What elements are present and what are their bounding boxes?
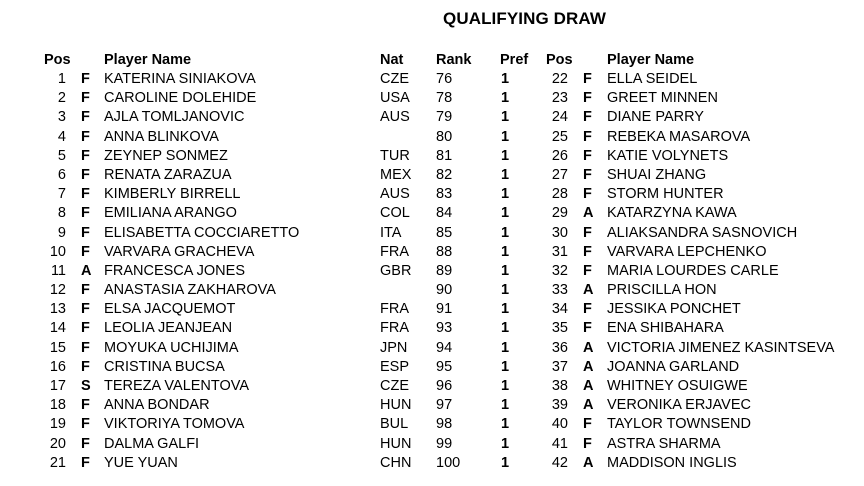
draw-table: [0, 71, 864, 474]
row-position-2: 23: [551, 90, 568, 107]
row-position: 4: [57, 128, 66, 145]
entry-type: S: [81, 378, 91, 394]
ranking: 80: [436, 128, 453, 145]
player-name-2: VERONIKA ERJAVEC: [607, 397, 751, 414]
row-position: 13: [49, 301, 66, 318]
row-position-2: 42: [551, 454, 568, 471]
entry-type-2: F: [583, 109, 592, 126]
row-position-2: 31: [551, 243, 568, 260]
nationality: AUS: [380, 109, 410, 126]
entry-type: F: [81, 339, 90, 356]
preference: 1: [501, 71, 510, 87]
row-position-2: 38: [551, 378, 568, 394]
player-name: VARVARA GRACHEVA: [104, 243, 255, 260]
table-row: [0, 359, 864, 378]
preference: 1: [501, 224, 510, 241]
nationality: FRA: [380, 243, 409, 260]
player-name-2: STORM HUNTER: [607, 186, 724, 203]
row-position: 19: [49, 416, 66, 433]
player-name: DALMA GALFI: [104, 435, 200, 452]
row-position: 9: [57, 224, 66, 241]
nationality: ESP: [380, 358, 410, 375]
entry-type-2: A: [583, 339, 594, 356]
entry-type-2: A: [583, 205, 594, 222]
row-position-2: 34: [551, 301, 568, 318]
player-name-2: JESSIKA PONCHET: [607, 301, 741, 318]
player-name: VIKTORIYA TOMOVA: [104, 416, 245, 433]
row-position: 14: [49, 320, 66, 337]
ranking: 88: [436, 243, 453, 260]
table-row: [0, 455, 864, 474]
table-row: [0, 167, 864, 186]
page-title: QUALIFYING DRAW: [443, 9, 606, 28]
entry-type-2: A: [583, 358, 594, 375]
nationality: CZE: [380, 71, 409, 87]
preference: 1: [501, 186, 510, 203]
entry-type-2: F: [583, 90, 592, 107]
player-name-2: DIANE PARRY: [607, 109, 704, 126]
table-row: [0, 436, 864, 455]
table-row: [0, 90, 864, 109]
player-name: LEOLIA JEANJEAN: [104, 320, 233, 337]
table-row: [0, 340, 864, 359]
ranking: 82: [436, 166, 453, 183]
player-name: ANASTASIA ZAKHAROVA: [104, 282, 276, 299]
player-name: FRANCESCA JONES: [104, 262, 245, 279]
player-name-2: ELLA SEIDEL: [607, 71, 698, 87]
ranking: 84: [436, 205, 453, 222]
row-position-2: 35: [551, 320, 568, 337]
preference: 1: [501, 109, 510, 126]
player-name-2: VARVARA LEPCHENKO: [607, 243, 767, 260]
row-position: 17: [49, 378, 66, 394]
entry-type-2: F: [583, 243, 592, 260]
player-name-2: VICTORIA JIMENEZ KASINTSEVA: [607, 339, 835, 356]
row-position-2: 41: [551, 435, 568, 452]
entry-type: F: [81, 128, 90, 145]
ranking: 79: [436, 109, 453, 126]
nationality: BUL: [380, 416, 409, 433]
player-name-2: ALIAKSANDRA SASNOVICH: [607, 224, 798, 241]
preference: 1: [501, 339, 510, 356]
entry-type: F: [81, 416, 90, 433]
row-position-2: 32: [551, 262, 568, 279]
ranking: 78: [436, 90, 453, 107]
row-position: 6: [57, 166, 66, 183]
nationality: CZE: [380, 378, 409, 394]
preference: 1: [501, 320, 510, 337]
player-name: ZEYNEP SONMEZ: [104, 147, 228, 164]
player-name: EMILIANA ARANGO: [104, 205, 237, 222]
preference: 1: [501, 397, 510, 414]
row-position-2: 39: [551, 397, 568, 414]
entry-type: F: [81, 358, 90, 375]
entry-type: F: [81, 435, 90, 452]
player-name: TEREZA VALENTOVA: [104, 378, 250, 394]
player-name: KIMBERLY BIRRELL: [104, 186, 241, 203]
row-position: 11: [50, 262, 66, 279]
ranking: 95: [436, 358, 453, 375]
table-row: [0, 397, 864, 416]
player-name-2: ASTRA SHARMA: [607, 435, 721, 452]
header-player-name: Player Name: [104, 52, 192, 68]
entry-type: F: [81, 186, 90, 203]
preference: 1: [501, 243, 510, 260]
nationality: FRA: [380, 301, 409, 318]
entry-type-2: F: [583, 128, 592, 145]
row-position: 16: [49, 358, 66, 375]
table-row: [0, 225, 864, 244]
preference: 1: [501, 128, 510, 145]
row-position: 8: [57, 205, 66, 222]
nationality: COL: [380, 205, 410, 222]
entry-type: F: [81, 301, 90, 318]
player-name-2: PRISCILLA HON: [607, 282, 717, 299]
table-row: [0, 378, 864, 397]
player-name: RENATA ZARAZUA: [104, 166, 232, 183]
row-position-2: 37: [551, 358, 568, 375]
player-name: CAROLINE DOLEHIDE: [104, 90, 257, 107]
table-row: [0, 244, 864, 263]
row-position-2: 28: [551, 186, 568, 203]
row-position: 15: [49, 339, 66, 356]
ranking: 94: [436, 339, 453, 356]
nationality: JPN: [380, 339, 408, 356]
preference: 1: [501, 205, 510, 222]
player-name-2: REBEKA MASAROVA: [607, 128, 751, 145]
preference: 1: [501, 378, 510, 394]
entry-type-2: A: [583, 397, 594, 414]
row-position: 10: [49, 243, 66, 260]
player-name-2: GREET MINNEN: [607, 90, 718, 107]
entry-type: A: [81, 262, 92, 279]
entry-type-2: F: [583, 262, 592, 279]
entry-type-2: F: [583, 416, 592, 433]
header-pref: Pref: [500, 52, 529, 68]
table-row: [0, 282, 864, 301]
player-name-2: KATIE VOLYNETS: [607, 147, 729, 164]
preference: 1: [501, 147, 510, 164]
entry-type: F: [81, 224, 90, 241]
nationality: TUR: [380, 147, 410, 164]
row-position-2: 36: [551, 339, 568, 356]
table-row: [0, 71, 864, 90]
row-position-2: 40: [551, 416, 568, 433]
table-row: [0, 129, 864, 148]
player-name: AJLA TOMLJANOVIC: [104, 109, 245, 126]
ranking: 90: [436, 282, 453, 299]
ranking: 85: [436, 224, 453, 241]
player-name-2: ENA SHIBAHARA: [607, 320, 724, 337]
entry-type: F: [81, 397, 90, 414]
table-row: [0, 301, 864, 320]
table-row: [0, 263, 864, 282]
nationality: HUN: [380, 397, 412, 414]
preference: 1: [501, 416, 510, 433]
entry-type-2: F: [583, 71, 592, 87]
entry-type-2: F: [583, 224, 592, 241]
row-position: 18: [49, 397, 66, 414]
player-name: YUE YUAN: [104, 454, 178, 471]
player-name: MOYUKA UCHIJIMA: [104, 339, 239, 356]
header-rank: Rank: [436, 52, 472, 68]
table-row: [0, 186, 864, 205]
row-position: 3: [57, 109, 66, 126]
preference: 1: [501, 358, 510, 375]
nationality: CHN: [380, 454, 412, 471]
nationality: ITA: [380, 224, 402, 241]
player-name-2: KATARZYNA KAWA: [607, 205, 737, 222]
row-position: 5: [57, 147, 66, 164]
preference: 1: [501, 282, 510, 299]
player-name: ANNA BLINKOVA: [104, 128, 219, 145]
header-pos: Pos: [44, 52, 71, 68]
entry-type: F: [81, 282, 90, 299]
nationality: USA: [380, 90, 410, 107]
row-position: 7: [57, 186, 66, 203]
entry-type: F: [81, 90, 90, 107]
preference: 1: [501, 90, 510, 107]
entry-type-2: F: [583, 320, 592, 337]
row-position-2: 30: [551, 224, 568, 241]
nationality: FRA: [380, 320, 409, 337]
row-position: 12: [49, 282, 66, 299]
entry-type: F: [81, 71, 90, 87]
row-position-2: 22: [551, 71, 568, 87]
ranking: 83: [436, 186, 453, 203]
entry-type-2: F: [583, 435, 592, 452]
player-name-2: TAYLOR TOWNSEND: [607, 416, 751, 433]
player-name-2: MADDISON INGLIS: [607, 454, 737, 471]
entry-type: F: [81, 243, 90, 260]
ranking: 93: [436, 320, 453, 337]
ranking: 91: [436, 301, 453, 318]
entry-type-2: A: [583, 454, 594, 471]
header-player-name-2: Player Name: [607, 52, 695, 68]
entry-type: F: [81, 205, 90, 222]
preference: 1: [501, 301, 510, 318]
entry-type: F: [81, 166, 90, 183]
nationality: HUN: [380, 435, 412, 452]
entry-type-2: F: [583, 147, 592, 164]
row-position: 2: [57, 90, 66, 107]
ranking: 99: [436, 435, 453, 452]
ranking: 81: [436, 147, 453, 164]
row-position-2: 27: [551, 166, 568, 183]
entry-type-2: F: [583, 301, 592, 318]
player-name: ELISABETTA COCCIARETTO: [104, 224, 300, 241]
table-row: [0, 109, 864, 128]
preference: 1: [501, 454, 510, 471]
player-name-2: MARIA LOURDES CARLE: [607, 262, 779, 279]
row-position-2: 25: [551, 128, 568, 145]
row-position: 1: [57, 71, 66, 87]
preference: 1: [501, 166, 510, 183]
ranking: 98: [436, 416, 453, 433]
table-row: [0, 320, 864, 339]
player-name: ANNA BONDAR: [104, 397, 210, 414]
row-position-2: 26: [551, 147, 568, 164]
ranking: 97: [436, 397, 453, 414]
row-position-2: 33: [551, 282, 568, 299]
entry-type-2: F: [583, 166, 592, 183]
ranking: 89: [436, 262, 453, 279]
row-position: 21: [49, 454, 66, 471]
entry-type-2: A: [583, 282, 594, 299]
ranking: 100: [436, 454, 461, 471]
entry-type: F: [81, 320, 90, 337]
table-row: [0, 205, 864, 224]
entry-type: F: [81, 454, 90, 471]
entry-type: F: [81, 147, 90, 164]
player-name: ELSA JACQUEMOT: [104, 301, 236, 318]
ranking: 76: [436, 71, 453, 87]
table-row: [0, 416, 864, 435]
entry-type-2: F: [583, 186, 592, 203]
player-name-2: SHUAI ZHANG: [607, 166, 707, 183]
nationality: MEX: [380, 166, 412, 183]
player-name-2: WHITNEY OSUIGWE: [607, 378, 748, 394]
ranking: 96: [436, 378, 453, 394]
row-position-2: 24: [551, 109, 568, 126]
nationality: GBR: [380, 262, 412, 279]
nationality: AUS: [380, 186, 410, 203]
table-row: [0, 148, 864, 167]
entry-type: F: [81, 109, 90, 126]
player-name: CRISTINA BUCSA: [104, 358, 225, 375]
player-name-2: JOANNA GARLAND: [607, 358, 740, 375]
player-name: KATERINA SINIAKOVA: [104, 71, 256, 87]
entry-type-2: A: [583, 378, 594, 394]
row-position-2: 29: [551, 205, 568, 222]
preference: 1: [501, 262, 510, 279]
preference: 1: [501, 435, 510, 452]
header-pos-2: Pos: [546, 52, 573, 68]
row-position: 20: [49, 435, 66, 452]
header-nat: Nat: [380, 52, 404, 68]
